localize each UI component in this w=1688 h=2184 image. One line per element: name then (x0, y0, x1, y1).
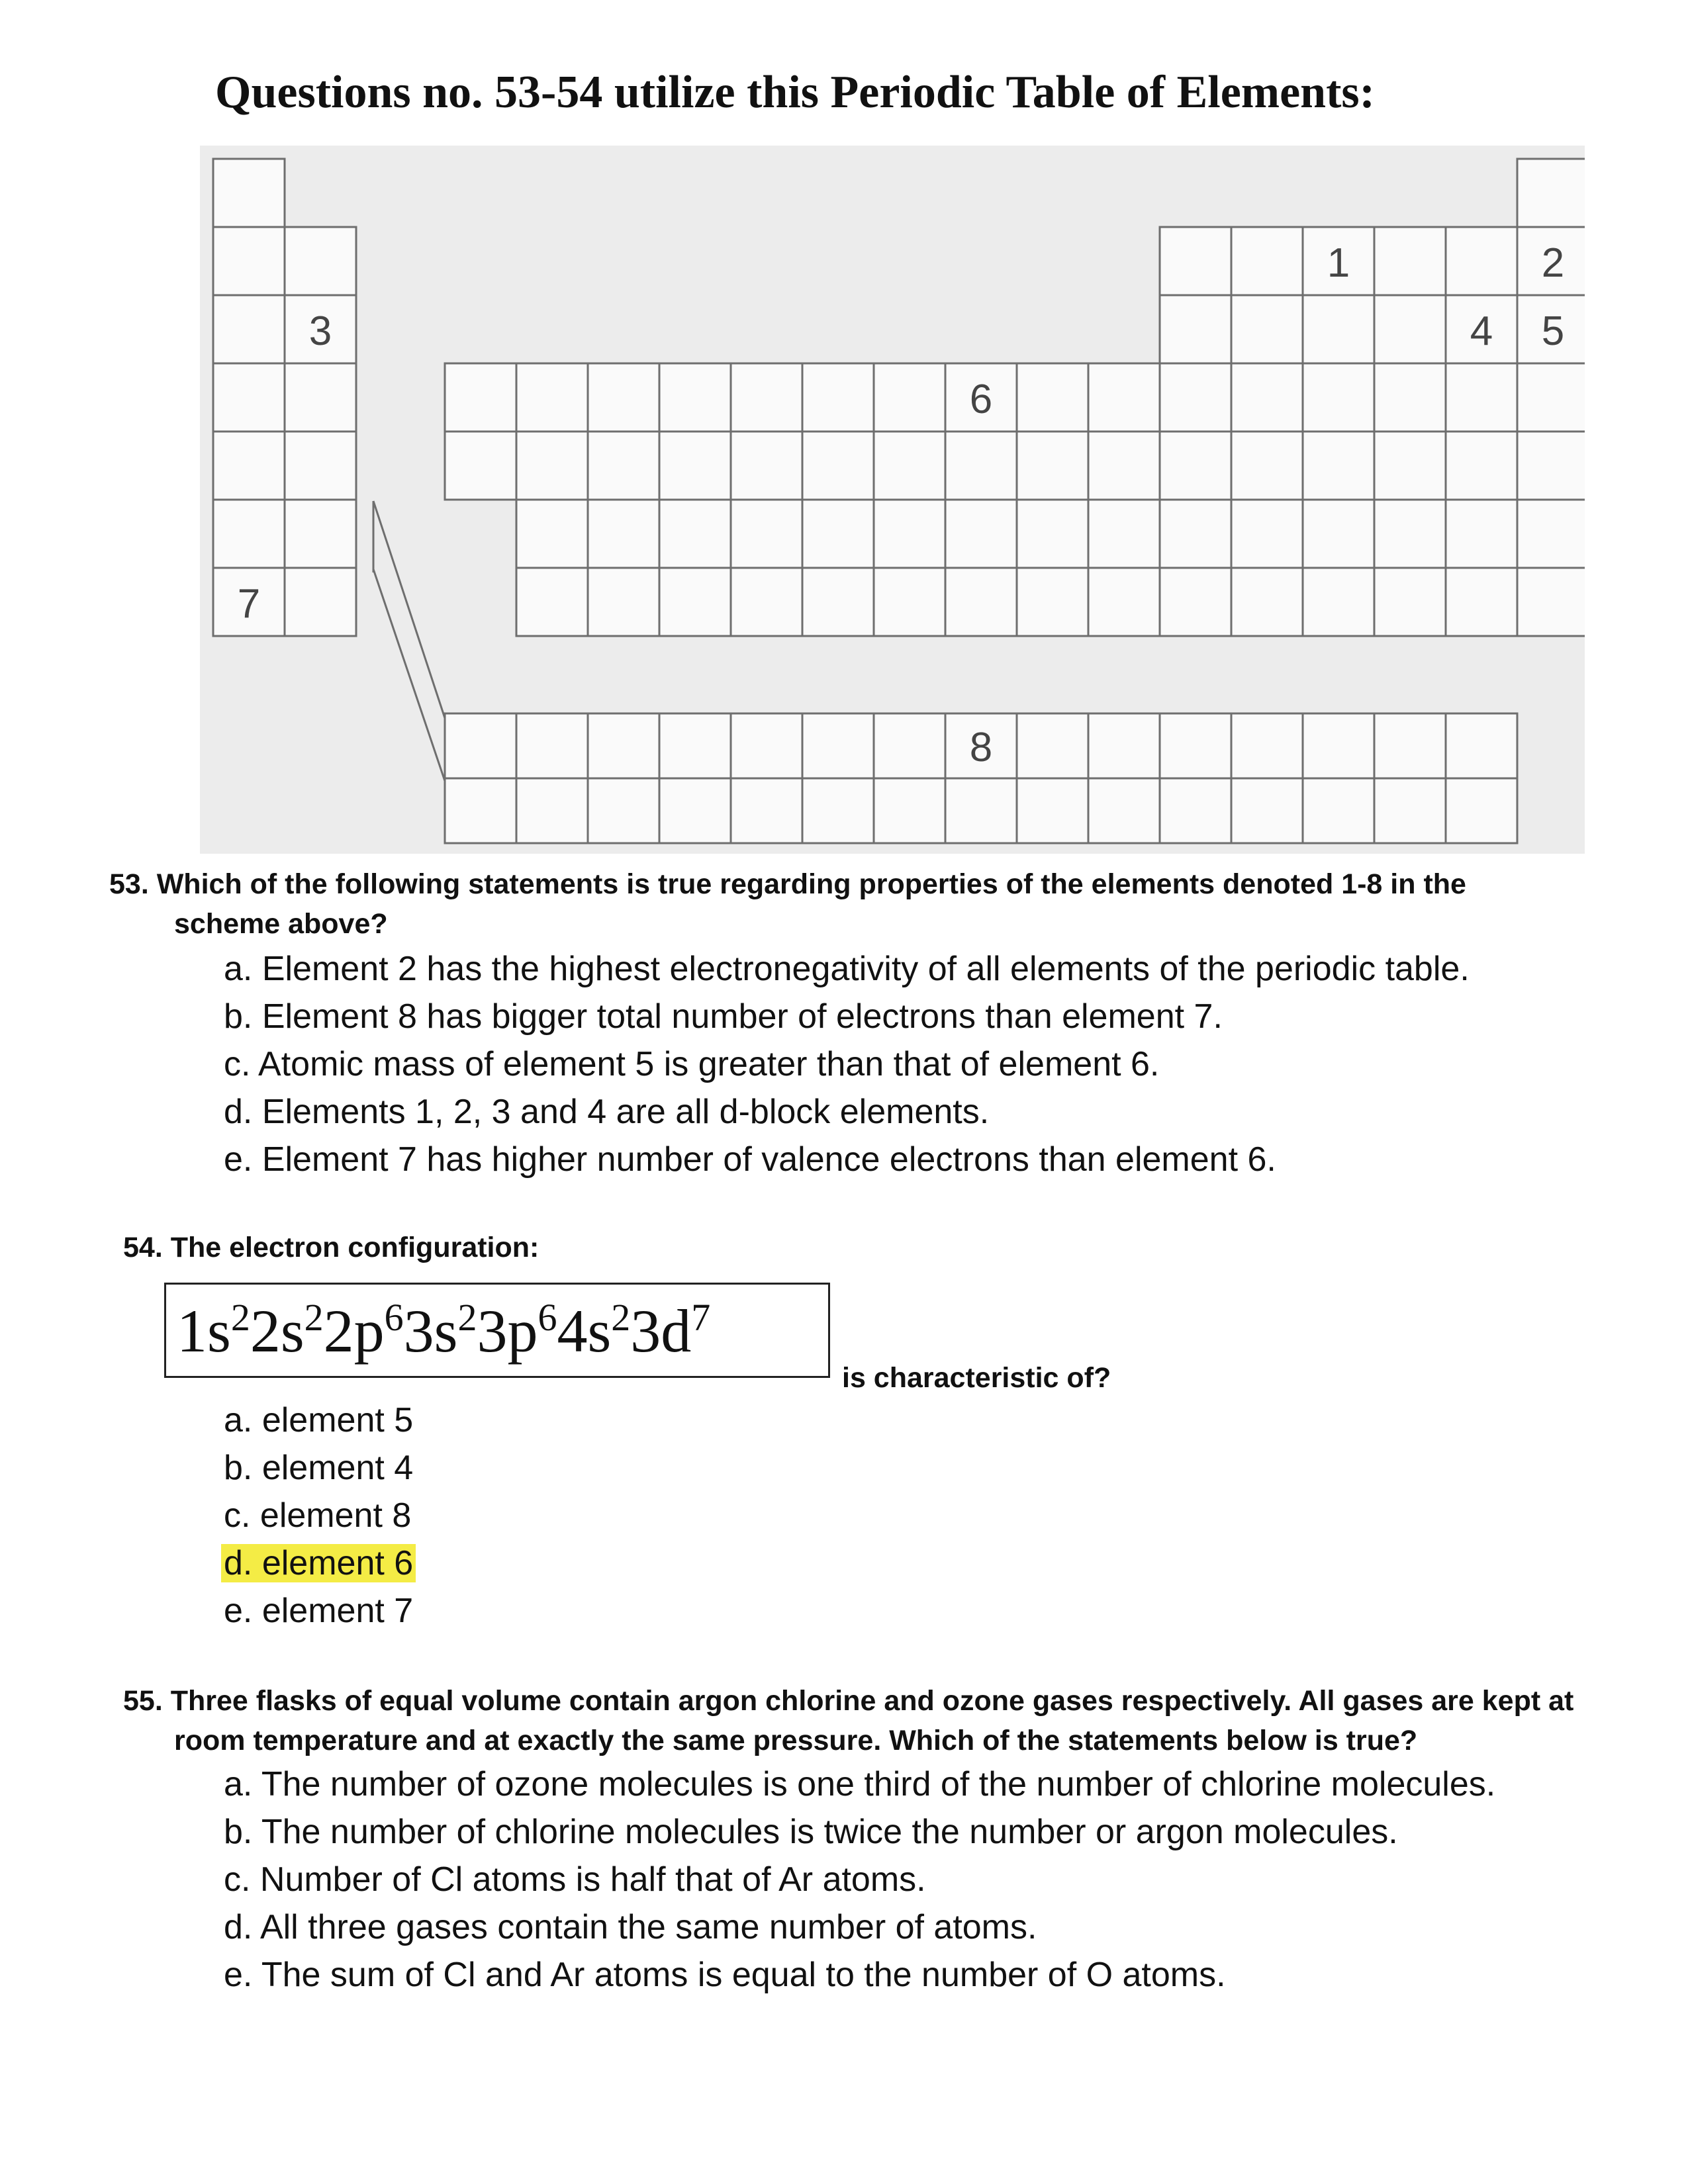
table-cell (659, 500, 731, 568)
q53-option-b: b. Element 8 has bigger total number of electrons than element 7. (224, 997, 1223, 1036)
f-block-cell (1374, 713, 1446, 778)
orbital-3d: 3d (630, 1297, 692, 1365)
table-cell (1231, 295, 1303, 363)
table-cell (1231, 500, 1303, 568)
f-block-cell (445, 713, 516, 778)
f-block-cell (659, 778, 731, 843)
table-cell (1160, 500, 1231, 568)
table-cell (802, 432, 874, 500)
q54-option-b: b. element 4 (224, 1449, 414, 1487)
q55-option-b: b. The number of chlorine molecules is twice the number or argon molecules. (224, 1813, 1398, 1851)
table-cell (445, 363, 516, 432)
q54-option-a: a. element 5 (224, 1401, 414, 1439)
table-cell (1374, 227, 1446, 295)
table-cell (874, 432, 945, 500)
table-cell (213, 159, 285, 227)
f-block-cell (1446, 713, 1517, 778)
table-cell (874, 500, 945, 568)
f-block-cell (1088, 713, 1160, 778)
table-cell (1017, 363, 1088, 432)
q53-option-e: e. Element 7 has higher number of valence electrons than element 6. (224, 1140, 1276, 1179)
table-cell (731, 500, 802, 568)
table-cell (1303, 568, 1374, 636)
table-cell (1160, 363, 1231, 432)
table-cell (1374, 363, 1446, 432)
orbital-2s: 2s (250, 1297, 305, 1365)
q54-heading: 54. The electron configuration: (123, 1232, 539, 1263)
f-block-cell (802, 778, 874, 843)
q55-option-a: a. The number of ozone molecules is one third of the number of chlorine molecules. (224, 1765, 1496, 1803)
q55-option-d: d. All three gases contain the same number of atoms. (224, 1908, 1037, 1946)
table-cell (1231, 432, 1303, 500)
orbital-4s-electrons: 2 (611, 1296, 631, 1339)
f-block-cell (802, 713, 874, 778)
table-cell (945, 500, 1017, 568)
table-cell (1017, 500, 1088, 568)
table-cell (874, 363, 945, 432)
table-cell (1160, 295, 1231, 363)
highlighted-answer: d. element 6 (221, 1544, 416, 1582)
f-block-cell (874, 778, 945, 843)
table-cell (1517, 363, 1585, 432)
table-cell (802, 568, 874, 636)
orbital-2p: 2p (323, 1297, 385, 1365)
q55-option-c: c. Number of Cl atoms is half that of Ar atoms. (224, 1860, 926, 1899)
table-cell (213, 432, 285, 500)
table-cell (1374, 568, 1446, 636)
table-cell (588, 432, 659, 500)
table-cell (285, 568, 356, 636)
f-block-cell (516, 778, 588, 843)
f-block-cell (731, 778, 802, 843)
table-cell (588, 363, 659, 432)
table-cell (945, 432, 1017, 500)
table-cell (1231, 363, 1303, 432)
table-cell (285, 363, 356, 432)
table-cell (1160, 568, 1231, 636)
q54-suffix: is characteristic of? (842, 1362, 1111, 1394)
table-cell (213, 227, 285, 295)
f-block-cell (445, 778, 516, 843)
table-cell (1517, 432, 1585, 500)
table-cell (874, 568, 945, 636)
f-block-cell (1374, 778, 1446, 843)
table-cell (1231, 568, 1303, 636)
table-cell (516, 363, 588, 432)
table-cell (285, 432, 356, 500)
table-cell (516, 568, 588, 636)
table-cell (213, 500, 285, 568)
q54-option-e: e. element 7 (224, 1592, 414, 1630)
table-cell (1160, 227, 1231, 295)
f-block-cell (516, 713, 588, 778)
page-title: Questions no. 53-54 utilize this Periodic Table of Elements: (215, 67, 1375, 118)
table-cell (285, 500, 356, 568)
table-cell (1446, 500, 1517, 568)
f-block-cell (659, 713, 731, 778)
f-block-cell (588, 713, 659, 778)
table-cell (445, 432, 516, 500)
table-cell (731, 363, 802, 432)
table-cell (1517, 568, 1585, 636)
element-marker-6: 6 (969, 377, 993, 422)
table-cell (1088, 500, 1160, 568)
table-cell (659, 568, 731, 636)
element-marker-3: 3 (308, 308, 332, 354)
element-marker-2: 2 (1541, 240, 1565, 286)
table-cell (1446, 432, 1517, 500)
orbital-4s: 4s (557, 1297, 612, 1365)
table-cell (1088, 568, 1160, 636)
table-cell (731, 432, 802, 500)
f-block-cell (1160, 713, 1231, 778)
orbital-3s: 3s (403, 1297, 458, 1365)
orbital-3p: 3p (477, 1297, 538, 1365)
table-cell (1446, 363, 1517, 432)
orbital-1s: 1s (177, 1297, 231, 1365)
electron-configuration (177, 1297, 710, 1365)
element-marker-8: 8 (969, 725, 993, 770)
table-cell (588, 568, 659, 636)
table-cell (1303, 295, 1374, 363)
table-cell (802, 363, 874, 432)
q55-option-e: e. The sum of Cl and Ar atoms is equal to the number of O atoms. (224, 1956, 1226, 1994)
q55-heading-line1: 55. Three flasks of equal volume contain argon chlorine and ozone gases respectively. All gases are kept at (123, 1685, 1574, 1717)
f-block-cell (1160, 778, 1231, 843)
periodic-table-image (200, 146, 1585, 854)
element-marker-1: 1 (1327, 240, 1350, 286)
f-block-cell (945, 778, 1017, 843)
table-cell (285, 227, 356, 295)
q54-option-d (224, 1539, 416, 1587)
table-cell (659, 363, 731, 432)
table-cell (1517, 159, 1585, 227)
table-cell (1303, 363, 1374, 432)
table-cell (516, 500, 588, 568)
q55-heading-line2: room temperature and at exactly the same pressure. Which of the statements below is true? (174, 1725, 1418, 1756)
table-cell (1446, 227, 1517, 295)
table-cell (516, 432, 588, 500)
table-cell (1374, 295, 1446, 363)
table-cell (1088, 432, 1160, 500)
q53-option-a: a. Element 2 has the highest electronegativity of all elements of the periodic table. (224, 950, 1470, 988)
orbital-3s-electrons: 2 (457, 1296, 477, 1339)
table-cell (1231, 227, 1303, 295)
table-cell (1017, 568, 1088, 636)
table-cell (1088, 363, 1160, 432)
q53-heading-line2: scheme above? (174, 908, 388, 940)
table-cell (1017, 432, 1088, 500)
table-cell (1374, 500, 1446, 568)
table-cell (1303, 432, 1374, 500)
q53-option-c: c. Atomic mass of element 5 is greater than that of element 6. (224, 1045, 1160, 1083)
table-cell (1374, 432, 1446, 500)
orbital-3d-electrons: 7 (691, 1296, 711, 1339)
orbital-1s-electrons: 2 (230, 1296, 250, 1339)
table-cell (1517, 500, 1585, 568)
f-block-cell (1088, 778, 1160, 843)
table-cell (659, 432, 731, 500)
f-block-cell (874, 713, 945, 778)
element-marker-4: 4 (1470, 308, 1493, 354)
orbital-2p-electrons: 6 (384, 1296, 404, 1339)
f-block-cell (1303, 713, 1374, 778)
orbital-3p-electrons: 6 (538, 1296, 557, 1339)
table-cell (213, 363, 285, 432)
f-block-cell (1231, 713, 1303, 778)
f-block-cell (588, 778, 659, 843)
table-cell (1446, 568, 1517, 636)
table-cell (1303, 500, 1374, 568)
electron-configuration-box (164, 1283, 830, 1378)
table-cell (1160, 432, 1231, 500)
f-block-cell (731, 713, 802, 778)
table-cell (802, 500, 874, 568)
q54-option-c: c. element 8 (224, 1496, 412, 1535)
f-block-cell (1446, 778, 1517, 843)
f-block-cell (1303, 778, 1374, 843)
orbital-2s-electrons: 2 (304, 1296, 324, 1339)
f-block-cell (1017, 778, 1088, 843)
element-marker-7: 7 (237, 581, 261, 627)
table-cell (588, 500, 659, 568)
f-block-cell (1017, 713, 1088, 778)
q53-heading-line1: 53. Which of the following statements is true regarding properties of the elements denoted 1-8 in the (109, 868, 1466, 900)
table-cell (731, 568, 802, 636)
table-cell (945, 568, 1017, 636)
f-block-cell (1231, 778, 1303, 843)
element-marker-5: 5 (1541, 308, 1565, 354)
q53-option-d: d. Elements 1, 2, 3 and 4 are all d-block elements. (224, 1093, 990, 1131)
table-cell (213, 295, 285, 363)
